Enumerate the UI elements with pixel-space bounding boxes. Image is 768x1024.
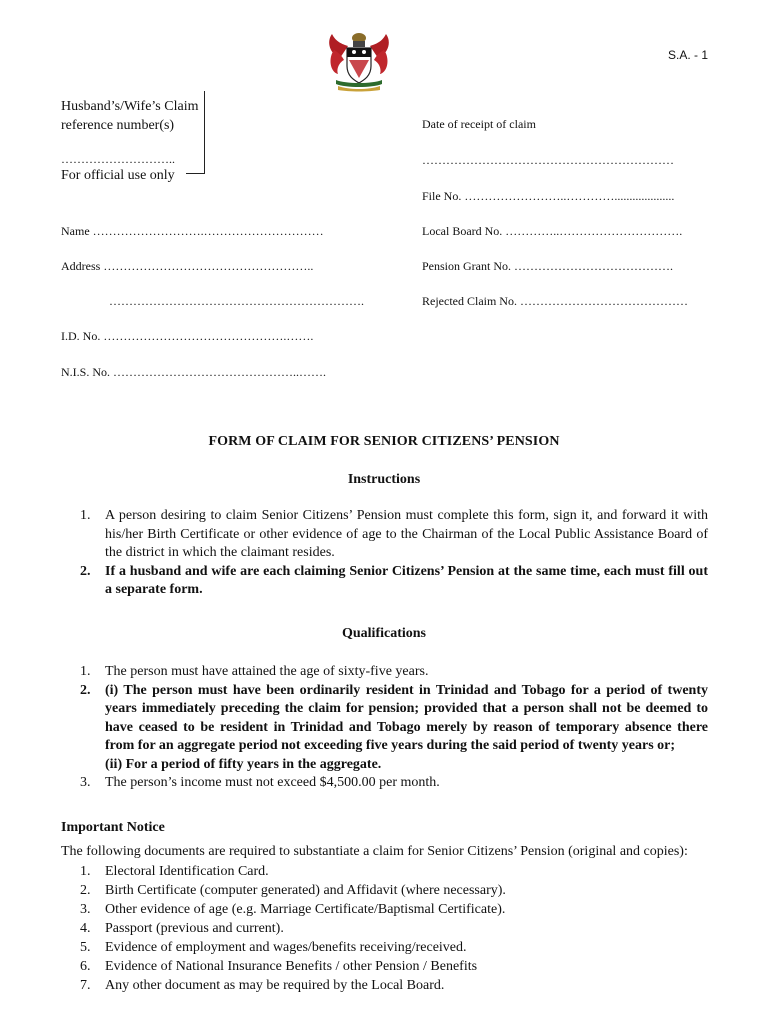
- list-item: [61, 976, 506, 995]
- official-use-label: For official use only: [61, 168, 175, 183]
- list-text: Passport (previous and current).: [105, 921, 284, 936]
- instructions-heading: Instructions: [347, 472, 421, 487]
- list-number: 5.: [80, 940, 91, 955]
- list-text: Other evidence of age (e.g. Marriage Certificate/Baptismal Certificate).: [105, 902, 506, 917]
- list-item: [61, 938, 506, 957]
- form-title: FORM OF CLAIM FOR SENIOR CITIZENS’ PENSION: [208, 434, 560, 449]
- nis-number-field[interactable]: N.I.S. No. ………………………………………..…….: [61, 365, 327, 379]
- list-number: 2.: [80, 883, 91, 898]
- list-subtext: (ii) For a period of fifty years in the aggregate.: [105, 756, 382, 772]
- date-of-receipt-label: Date of receipt of claim: [422, 117, 536, 131]
- list-item: [61, 774, 708, 793]
- reference-label-line2: reference number(s): [61, 118, 175, 133]
- rejected-claim-number-field[interactable]: Rejected Claim No. ……………………………………: [422, 294, 688, 308]
- list-number: 2.: [80, 563, 91, 579]
- list-text: (i) The person must have been ordinarily resident in Trinidad and Tobago for a period of twenty years immediately preceding the claim for pension; provided that a person shall not be deemed to have ceased to be resident in Trinidad and Tobago merely by reason of temporary absence there from for an aggregate period not exceeding five years during the said period of twenty years or;: [105, 682, 708, 753]
- pension-grant-number-field[interactable]: Pension Grant No. ………………………………….: [422, 259, 673, 273]
- list-item: [61, 682, 708, 775]
- address-field-line2[interactable]: ……………………………………………………….: [109, 294, 364, 308]
- qualifications-list: [61, 663, 708, 793]
- list-text: Electoral Identification Card.: [105, 864, 269, 879]
- list-item: [61, 563, 708, 600]
- reference-box-border-bottom: [186, 173, 205, 174]
- list-number: 3.: [80, 902, 91, 917]
- list-number: 4.: [80, 921, 91, 936]
- list-item: [61, 900, 506, 919]
- local-board-number-field[interactable]: Local Board No. …………..………………………….: [422, 224, 683, 238]
- important-notice-intro: The following documents are required to substantiate a claim for Senior Citizens’ Pension (original and copies):: [61, 844, 688, 859]
- list-number: 2.: [80, 682, 91, 698]
- reference-label-line1: Husband’s/Wife’s Claim: [61, 99, 199, 114]
- list-item: [61, 507, 708, 563]
- id-number-field[interactable]: I.D. No. ……………………………………….…….: [61, 329, 314, 343]
- qualifications-heading: Qualifications: [341, 626, 426, 641]
- list-number: 1.: [80, 664, 91, 679]
- address-field[interactable]: Address ……………………………………………..: [61, 259, 314, 273]
- reference-box-border: [204, 91, 205, 174]
- list-item: [61, 862, 506, 881]
- list-number: 6.: [80, 959, 91, 974]
- instructions-list: [61, 507, 708, 600]
- list-text: The person’s income must not exceed $4,500.00 per month.: [105, 775, 440, 790]
- list-text: Evidence of National Insurance Benefits / other Pension / Benefits: [105, 959, 478, 974]
- list-item: [61, 919, 506, 938]
- list-number: 7.: [80, 978, 91, 993]
- reference-number-label: [61, 97, 198, 135]
- required-documents-list: [61, 862, 506, 995]
- file-number-field[interactable]: File No. ……………………..…………....................: [422, 189, 675, 203]
- date-of-receipt-field[interactable]: ………………………………………………………: [422, 153, 674, 167]
- coat-of-arms-emblem: [322, 28, 396, 97]
- list-item: [61, 663, 708, 682]
- form-code: S.A. - 1: [668, 48, 709, 62]
- list-text: The person must have attained the age of sixty-five years.: [105, 664, 429, 679]
- list-item: [61, 881, 506, 900]
- list-text: Evidence of employment and wages/benefits receiving/received.: [105, 940, 467, 955]
- list-text: Birth Certificate (computer generated) and Affidavit (where necessary).: [105, 883, 506, 898]
- important-notice-heading: Important Notice: [61, 820, 165, 835]
- list-text: Any other document as may be required by the Local Board.: [105, 978, 445, 993]
- name-field[interactable]: Name ……………………….…………………………: [61, 224, 324, 238]
- list-item: [61, 957, 506, 976]
- list-number: 1.: [80, 508, 91, 523]
- list-number: 1.: [80, 864, 91, 879]
- list-text: A person desiring to claim Senior Citizens’ Pension must complete this form, sign it, and forward it with his/her Birth Certificate or other evidence of age to the Chairman of the Local Public Assistance Board of the district in which the claimant resides.: [105, 508, 708, 560]
- list-text: If a husband and wife are each claiming Senior Citizens’ Pension at the same time, each must fill out a separate form.: [105, 563, 708, 597]
- reference-number-field[interactable]: ………………………..: [61, 152, 175, 166]
- list-number: 3.: [80, 775, 91, 790]
